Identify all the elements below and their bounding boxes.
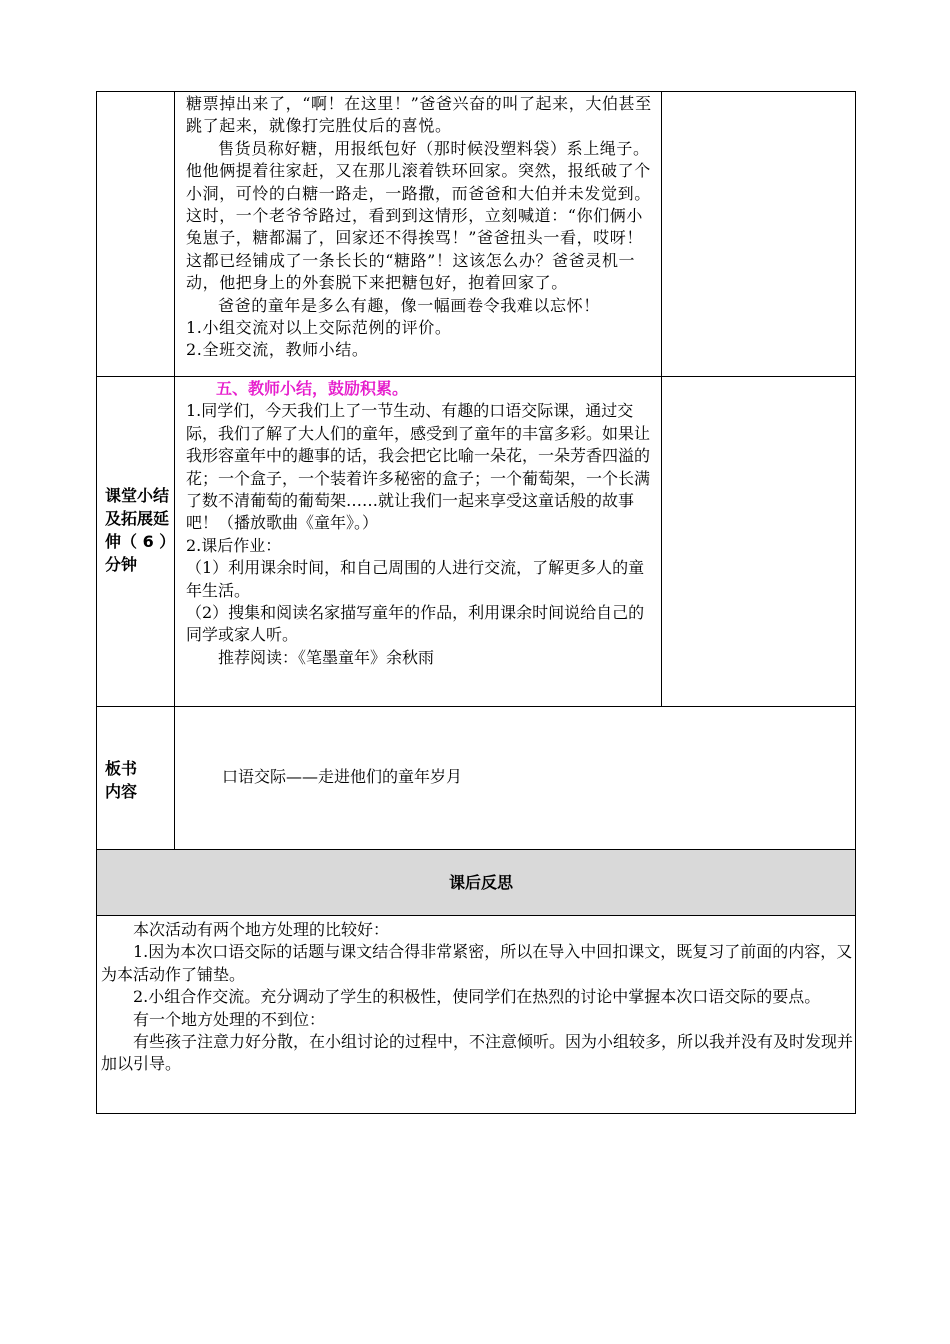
row2-content-cell [175,377,662,707]
reflection-line: 2.小组合作交流。充分调动了学生的积极性，使同学们在热烈的讨论中掌握本次口语交际的要点。 [133,987,821,1007]
homework-item: （1）利用课余时间，和自己周围的人进行交流，了解更多人的童年生活。 [186,558,645,600]
reflection-line: 1.因为本次口语交际的话题与课文结合得非常紧密，所以在导入中回扣课文，既复习了前面的内容，又为本活动作了铺垫。 [101,942,853,984]
reflection-line: 本次活动有两个地方处理的比较好： [133,920,390,939]
row1-content-cell [175,92,662,377]
row3-label-cell [97,707,175,850]
section-label: 课堂小结及拓展延伸（ 6 ）分钟 [105,486,170,574]
row3-content-cell [175,707,855,850]
activity-item: 2.全班交流，教师小结。 [186,340,369,360]
row1-label-cell [97,92,175,377]
reflection-line: 有一个地方处理的不到位： [133,1009,326,1029]
story-paragraph: 糖票掉出来了，“啊！在这里！”爸爸兴奋的叫了起来，大伯甚至跳了起来，就像打完胜仗后的喜悦。 [186,94,652,136]
summary-text: 1.同学们，今天我们上了一节生动、有趣的口语交际课，通过交际，我们了解了大人们的童年，感受到了童年的丰富多彩。如果让我形容童年中的趣事的话，我会把它比喻一朵花，一朵芳香四溢的花；一个盒子，一个装着许多秘密的盒子；一个葡萄架，一个长满了数不清葡萄的葡萄架……就让我们一起来享受这童话般的故事吧！（播放歌曲《童年》。） [186,401,651,533]
row1-notes-cell [662,92,855,377]
reflection-content-cell [97,916,855,1113]
story-paragraph: 售货员称好糖，用报纸包好（那时候没塑料袋）系上绳子。他他俩提着往家赶，又在那儿滚着铁环回家。突然，报纸破了个小洞，可怜的白糖一路走，一路撒，而爸爸和大伯并未发觉到。这时，一个老爷爷路过，看到到这情形，立刻喊道：“你们俩小兔崽子，糖都漏了，回家还不得挨骂！”爸爸扭头一看，哎呀！这都已经铺成了一条长长的“糖路”！这该怎么办？爸爸灵机一动，他把身上的外套脱下来把糖包好，抱着回家了。 [186,138,651,293]
homework-item: （2）搜集和阅读名家描写童年的作品，利用课余时间说给自己的同学或家人听。 [186,603,645,645]
section-label: 板书内容 [105,759,138,801]
activity-item: 1.小组交流对以上交际范例的评价。 [186,318,452,338]
story-paragraph: 爸爸的童年是多么有趣，像一幅画卷令我难以忘怀！ [218,295,600,315]
lesson-table [96,91,856,1114]
board-content: 口语交际——走进他们的童年岁月 [222,767,463,786]
homework-title: 2.课后作业： [186,535,282,555]
reflection-title-cell [97,850,855,916]
recommended-reading: 推荐阅读：《笔墨童年》余秋雨 [218,647,435,667]
reflection-line: 有些孩子注意力好分散，在小组讨论的过程中，不注意倾听。因为小组较多，所以我并没有及时发现并加以引导。 [101,1032,854,1074]
row2-notes-cell [662,377,855,707]
reflection-title: 课后反思 [448,873,513,892]
section-heading: 五、教师小结，鼓励积累。 [216,379,409,398]
row2-label-cell [97,377,175,707]
